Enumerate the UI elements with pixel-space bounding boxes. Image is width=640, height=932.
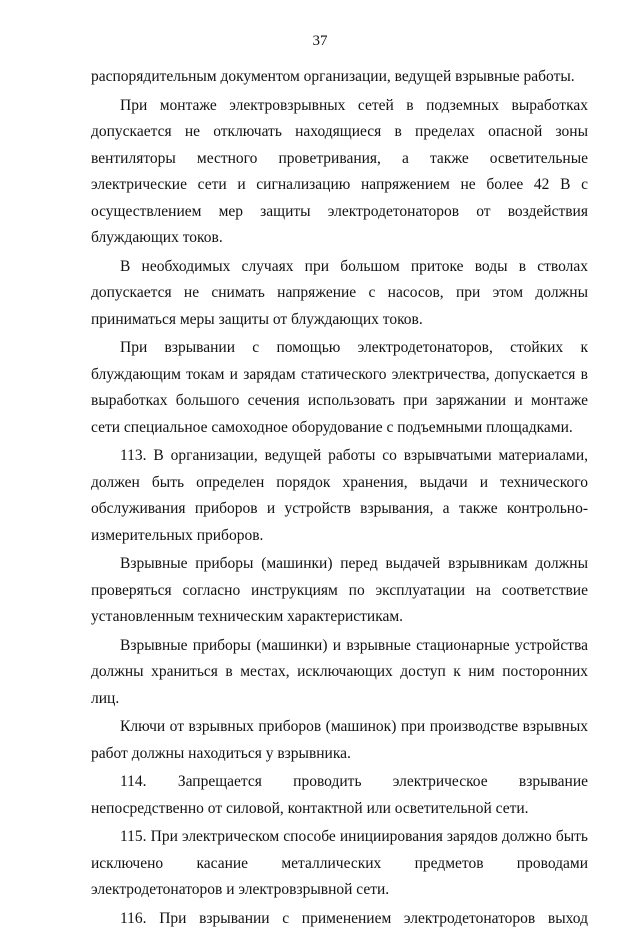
- paragraph-device-storage: Взрывные приборы (машинки) и взрывные стационарные устройства должны храниться в местах, исключающих доступ к ним посторонних лиц.: [91, 633, 588, 713]
- page-number: 37: [0, 31, 640, 51]
- paragraph-clause-116: 116. При взрывании с применением электродетонаторов выход: [91, 906, 588, 932]
- document-body: [91, 64, 588, 932]
- paragraph-clause-113: 113. В организации, ведущей работы со взрывчатыми материалами, должен быть определен порядок хранения, выдачи и технического обслуживания приборов и устройств взрывания, а также контрольно-измерительных приборов.: [91, 443, 588, 549]
- paragraph-clause-114: 114. Запрещается проводить электрическое взрывание непосредственно от силовой, контактной или осветительной сети.: [91, 769, 588, 822]
- paragraph-device-keys: Ключи от взрывных приборов (машинок) при производстве взрывных работ должны находиться у взрывника.: [91, 714, 588, 767]
- paragraph-clause-115: 115. При электрическом способе инициирования зарядов должно быть исключено касание металлических предметов проводами электродетонаторов и электровзрывной сети.: [91, 824, 588, 904]
- paragraph-water-inflow: В необходимых случаях при большом притоке воды в стволах допускается не снимать напряжение с насосов, при этом должны приниматься меры защиты от блуждающих токов.: [91, 254, 588, 334]
- paragraph-device-check: Взрывные приборы (машинки) перед выдачей взрывникам должны проверяться согласно инструкциям по эксплуатации на соответствие установленным техническим характеристикам.: [91, 551, 588, 631]
- paragraph-network-installation: При монтаже электровзрывных сетей в подземных выработках допускается не отключать находящиеся в пределах опасной зоны вентиляторы местного проветривания, а также осветительные электрические сети и сигнализацию напряжением не более 42 В с осуществлением мер защиты электродетонаторов от воздействия блуждающих токов.: [91, 93, 588, 252]
- paragraph-resistant-detonators: При взрывании с помощью электродетонаторов, стойких к блуждающим токам и зарядам статического электричества, допускается в выработках большого сечения использовать при заряжании и монтаже сети специальное самоходное оборудование с подъемными площадками.: [91, 335, 588, 441]
- paragraph-continuation: распорядительным документом организации, ведущей взрывные работы.: [91, 64, 588, 91]
